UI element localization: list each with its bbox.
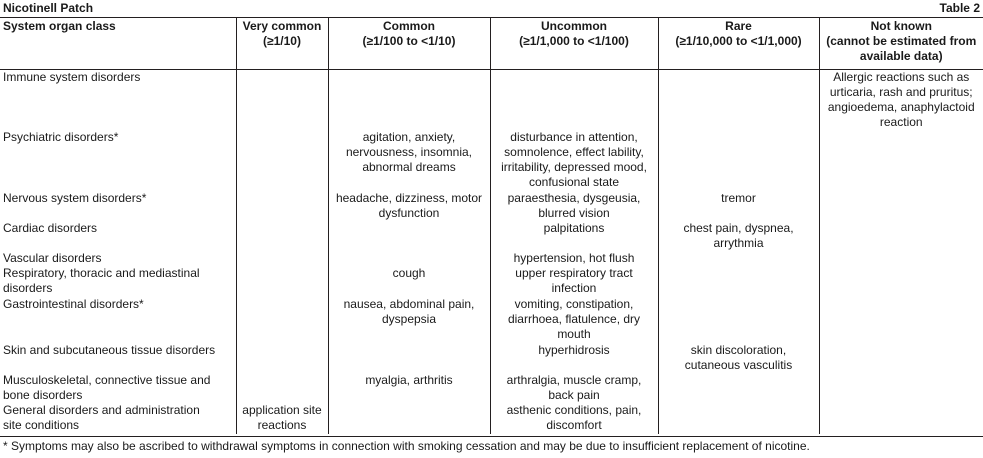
cell-line: palpitations <box>543 221 605 235</box>
cell-line: Allergic reactions such as <box>833 70 970 84</box>
frequency-cell <box>490 251 658 266</box>
table-row <box>0 191 983 221</box>
frequency-cell <box>236 251 328 266</box>
cell-line: skin discoloration, <box>690 343 787 357</box>
frequency-cell <box>490 221 658 251</box>
organ-class-cell <box>0 297 236 343</box>
cell-line: vomiting, constipation, <box>514 297 634 311</box>
cell-line: discomfort <box>546 418 602 432</box>
table-row <box>0 251 983 266</box>
header-line: (≥1/10,000 to <1/1,000) <box>675 34 802 48</box>
frequency-cell <box>658 70 819 131</box>
table-body <box>0 70 983 435</box>
frequency-cell <box>236 297 328 343</box>
frequency-cell <box>328 70 490 131</box>
column-header <box>490 18 658 70</box>
frequency-cell <box>490 373 658 403</box>
frequency-cell <box>658 266 819 297</box>
frequency-cell <box>328 343 490 373</box>
frequency-cell <box>236 130 328 191</box>
cell-line: mouth <box>557 327 591 341</box>
frequency-cell <box>658 373 819 403</box>
frequency-cell <box>236 373 328 403</box>
header-line: Uncommon <box>541 19 607 33</box>
cell-line: hyperhidrosis <box>538 343 610 357</box>
frequency-cell <box>658 343 819 373</box>
table-row <box>0 130 983 191</box>
frequency-cell <box>490 191 658 221</box>
frequency-cell <box>328 266 490 297</box>
frequency-cell <box>658 403 819 434</box>
cell-line: diarrhoea, flatulence, dry <box>507 312 641 326</box>
cell-line: reaction <box>879 115 923 129</box>
table-header-row <box>0 18 983 70</box>
frequency-cell <box>819 297 983 343</box>
adverse-reactions-table <box>0 18 983 434</box>
organ-class-cell <box>0 70 236 131</box>
cell-line: Cardiac disorders <box>3 221 98 235</box>
frequency-cell <box>490 343 658 373</box>
table-row <box>0 297 983 343</box>
organ-class-cell <box>0 266 236 297</box>
frequency-cell <box>236 403 328 434</box>
cell-line: Musculoskeletal, connective tissue and <box>3 373 211 387</box>
cell-line: cough <box>392 266 426 280</box>
frequency-cell <box>490 403 658 434</box>
cell-line: nausea, abdominal pain, <box>343 297 475 311</box>
organ-class-cell <box>0 221 236 251</box>
table-row <box>0 221 983 251</box>
header-line: (≥1/1,000 to <1/100) <box>519 34 629 48</box>
frequency-cell <box>658 130 819 191</box>
cell-line: bone disorders <box>3 388 83 402</box>
cell-line: site conditions <box>3 418 80 432</box>
frequency-cell <box>658 251 819 266</box>
header-line: Rare <box>725 19 752 33</box>
table-row <box>0 403 983 434</box>
cell-line: disturbance in attention, <box>510 130 638 144</box>
column-header <box>328 18 490 70</box>
header-line: Very common <box>242 19 322 33</box>
cell-line: disorders <box>3 281 53 295</box>
table-bottom-rule <box>0 436 983 437</box>
cell-line: Skin and subcutaneous tissue disorders <box>3 343 216 357</box>
frequency-cell <box>236 343 328 373</box>
cell-line: abnormal dreams <box>362 160 456 174</box>
frequency-cell <box>819 70 983 131</box>
cell-line: asthenic conditions, pain, <box>506 403 642 417</box>
cell-line: General disorders and administration <box>3 403 200 417</box>
frequency-cell <box>658 297 819 343</box>
column-header <box>658 18 819 70</box>
cell-line: urticaria, rash and pruritus; <box>829 85 973 99</box>
cell-line: hypertension, hot flush <box>513 251 635 265</box>
header-line: (≥1/100 to <1/10) <box>362 34 456 48</box>
frequency-cell <box>328 130 490 191</box>
cell-line: chest pain, dyspnea, <box>683 221 794 235</box>
cell-line: agitation, anxiety, <box>362 130 456 144</box>
column-header <box>819 18 983 70</box>
frequency-cell <box>658 221 819 251</box>
frequency-cell <box>490 297 658 343</box>
organ-class-cell <box>0 191 236 221</box>
cell-line: dysfunction <box>378 206 440 220</box>
cell-line: upper respiratory tract <box>515 266 633 280</box>
frequency-cell <box>328 221 490 251</box>
cell-line: Respiratory, thoracic and mediastinal <box>3 266 200 280</box>
header-line: Not known <box>870 19 932 33</box>
column-header <box>236 18 328 70</box>
cell-line: tremor <box>721 191 756 205</box>
document-title: Nicotinell Patch <box>3 1 94 15</box>
header-line: available data) <box>859 49 943 63</box>
frequency-cell <box>328 251 490 266</box>
table-row <box>0 373 983 403</box>
header-line: (≥1/10) <box>263 34 301 48</box>
cell-line: arthralgia, muscle cramp, <box>506 373 642 387</box>
frequency-cell <box>819 266 983 297</box>
frequency-cell <box>328 191 490 221</box>
organ-class-cell <box>0 373 236 403</box>
header-line: System organ class <box>3 19 116 33</box>
frequency-cell <box>658 191 819 221</box>
cell-line: angioedema, anaphylactoid <box>827 100 975 114</box>
frequency-cell <box>819 191 983 221</box>
cell-line: infection <box>551 281 597 295</box>
cell-line: headache, dizziness, motor <box>335 191 483 205</box>
organ-class-cell <box>0 251 236 266</box>
cell-line: back pain <box>548 388 600 402</box>
frequency-cell <box>328 403 490 434</box>
frequency-cell <box>819 403 983 434</box>
cell-line: arrythmia <box>713 236 764 250</box>
cell-line: cutaneous vasculitis <box>684 358 793 372</box>
frequency-cell <box>236 221 328 251</box>
cell-line: Immune system disorders <box>3 70 141 84</box>
frequency-cell <box>328 297 490 343</box>
cell-line: paraesthesia, dysgeusia, <box>507 191 641 205</box>
cell-line: dyspepsia <box>381 312 437 326</box>
organ-class-cell <box>0 130 236 191</box>
frequency-cell <box>819 343 983 373</box>
frequency-cell <box>236 191 328 221</box>
frequency-cell <box>819 251 983 266</box>
cell-line: irritability, depressed mood, <box>501 160 647 174</box>
frequency-cell <box>236 266 328 297</box>
header-line: (cannot be estimated from <box>826 34 977 48</box>
organ-class-cell <box>0 403 236 434</box>
cell-line: confusional state <box>528 175 620 189</box>
cell-line: Vascular disorders <box>3 251 102 265</box>
column-header <box>0 18 236 70</box>
cell-line: myalgia, arthritis <box>365 373 453 387</box>
cell-line: Psychiatric disorders* <box>3 130 119 144</box>
frequency-cell <box>819 130 983 191</box>
header-line: Common <box>383 19 435 33</box>
table-row <box>0 266 983 297</box>
cell-line: Nervous system disorders* <box>3 191 147 205</box>
cell-line: blurred vision <box>538 206 610 220</box>
table-label: Table 2 <box>939 1 980 15</box>
frequency-cell <box>819 373 983 403</box>
frequency-cell <box>490 70 658 131</box>
table-title-bar <box>0 0 983 18</box>
table-row <box>0 70 983 131</box>
frequency-cell <box>328 373 490 403</box>
cell-line: nervousness, insomnia, <box>345 145 473 159</box>
footnote: * Symptoms may also be ascribed to withdrawal symptoms in connection with smoking cessation and may be due to insufficient replacement of nicotine. <box>3 439 810 453</box>
frequency-cell <box>490 266 658 297</box>
cell-line: Gastrointestinal disorders* <box>3 297 144 311</box>
frequency-cell <box>490 130 658 191</box>
cell-line: somnolence, effect lability, <box>504 145 644 159</box>
organ-class-cell <box>0 343 236 373</box>
cell-line: reactions <box>257 418 307 432</box>
table-row <box>0 343 983 373</box>
frequency-cell <box>819 221 983 251</box>
cell-line: application site <box>242 403 322 417</box>
frequency-cell <box>236 70 328 131</box>
